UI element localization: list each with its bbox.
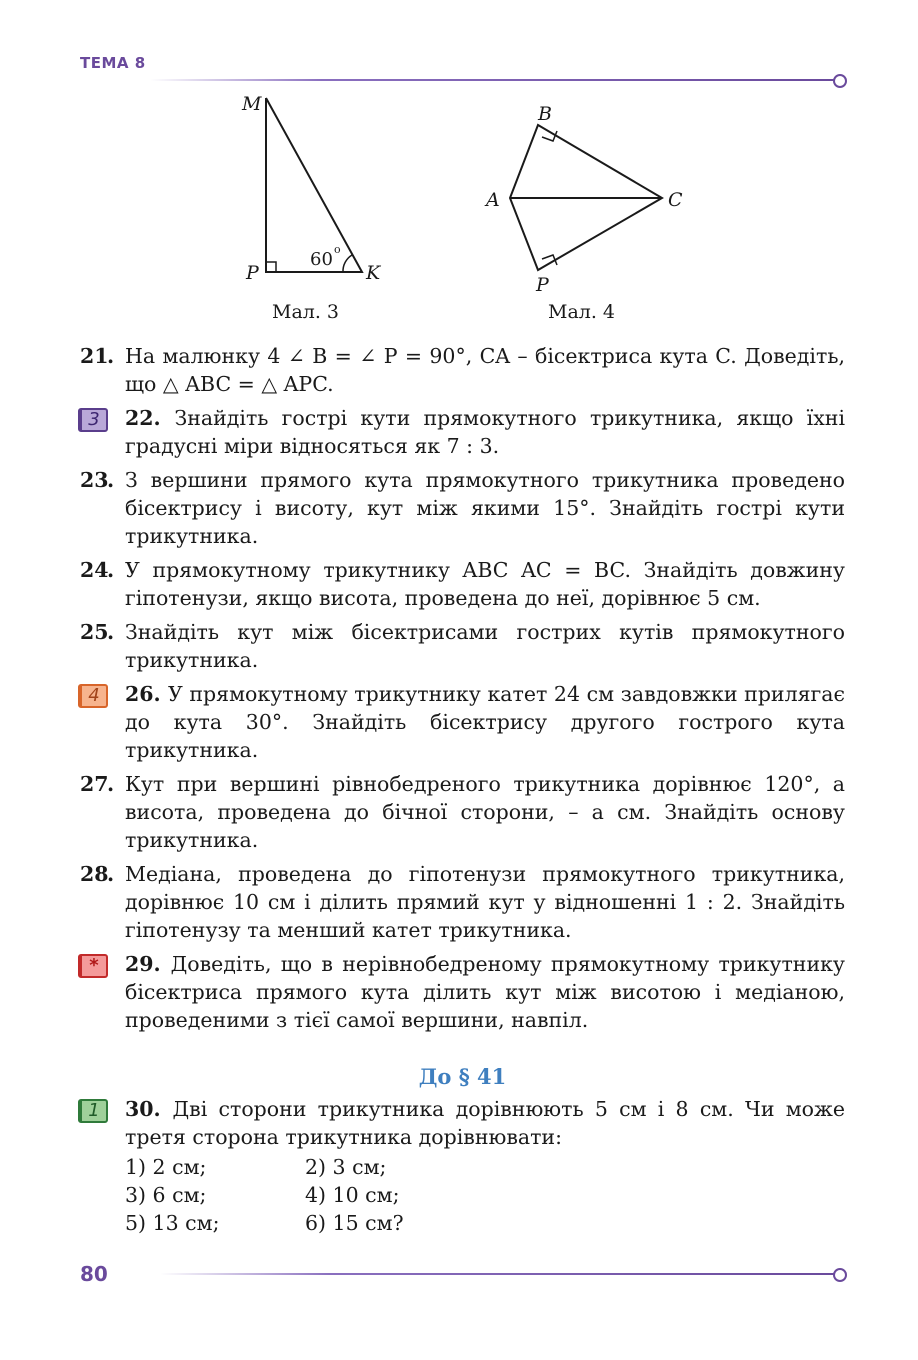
answer-options bbox=[125, 1153, 845, 1237]
option-1: 1) 2 см; bbox=[125, 1155, 207, 1179]
triangle-mpk bbox=[266, 98, 362, 272]
problem-number: 29 bbox=[125, 952, 154, 976]
vertex-k-label: K bbox=[366, 262, 381, 284]
option-6: 6) 15 см? bbox=[305, 1211, 404, 1235]
difficulty-level-1-badge: 1 bbox=[78, 1099, 108, 1123]
angle-60-label: 60 bbox=[310, 249, 333, 270]
problem-text: З вершини прямого кута прямокутного трикутника проведено бісектрису і висоту, кут між якими 15°. Знайдіть гострі кути трикутника. bbox=[125, 468, 845, 548]
footer-rule-end-dot bbox=[833, 1268, 847, 1282]
problem-text: Дві сторони трикутника дорівнюють 5 см і 8 см. Чи може третя сторона трикутника дорівнювати: bbox=[125, 1097, 845, 1149]
figure-4 bbox=[484, 103, 683, 323]
options-row bbox=[125, 1153, 845, 1181]
problem-number: 24 bbox=[80, 558, 109, 582]
section-heading: До § 41 bbox=[418, 1064, 507, 1089]
problem-text: Знайдіть гострі кути прямокутного трикутника, якщо їхні градусні міри відносяться як 7 : 3. bbox=[125, 406, 845, 458]
problem-text: На малюнку 4 ∠ B = ∠ P = 90°, CA – бісектриса кута C. Доведіть, що △ ABC = △ APC. bbox=[125, 344, 845, 396]
problem-29: * 29. Доведіть, що в нерівнобедреному прямокутному трикутнику бісектриса прямого кута ділить кут між висотою і медіаною, проведеними з тієї самої вершини, навпіл. bbox=[80, 950, 845, 1034]
problems-list bbox=[80, 342, 845, 1243]
problem-text: У прямокутному трикутнику катет 24 см завдовжки прилягає до кута 30°. Знайдіть бісектрису другого гострого кута трикутника. bbox=[125, 682, 845, 762]
problem-text: Медіана, проведена до гіпотенузи прямокутного трикутника, дорівнює 10 см і ділить прямий кут у відношенні 1 : 2. Знайдіть гіпотенузу та менший катет трикутника. bbox=[125, 862, 845, 942]
problem-27: 27 . Кут при вершині рівнобедреного трикутника дорівнює 120°, а висота, проведена до бічної сторони, – a см. Знайдіть основу трикутника. bbox=[80, 772, 845, 852]
figure-4-caption: Мал. 4 bbox=[548, 301, 616, 323]
angle-arc-k bbox=[343, 255, 352, 272]
problem-number: 26 bbox=[125, 682, 154, 706]
option-3: 3) 6 см; bbox=[125, 1183, 207, 1207]
problem-text: Доведіть, що в нерівнобедреному прямокутному трикутнику бісектриса прямого кута ділить кут між висотою і медіаною, проведеними з тієї самої вершини, навпіл. bbox=[125, 952, 845, 1032]
degree-symbol: o bbox=[334, 243, 341, 256]
difficulty-level-4-badge: 4 bbox=[78, 684, 108, 708]
vertex-m-label: M bbox=[242, 93, 262, 115]
problem-26: 4 26. У прямокутному трикутнику катет 24 см завдовжки прилягає до кута 30°. Знайдіть бісектрису другого гострого кута трикутника. bbox=[80, 680, 845, 764]
problem-21 bbox=[80, 342, 845, 398]
problem-number: 23 bbox=[80, 468, 109, 492]
options-row bbox=[125, 1209, 845, 1237]
problem-number-dot: . bbox=[107, 344, 115, 368]
footer-rule bbox=[160, 1273, 836, 1275]
option-4: 4) 10 см; bbox=[305, 1183, 400, 1207]
figure-3 bbox=[241, 93, 382, 323]
problem-text: Кут при вершині рівнобедреного трикутника дорівнює 120°, а висота, проведена до бічної сторони, – a см. Знайдіть основу трикутника. bbox=[125, 772, 845, 852]
problem-22: 3 22. Знайдіть гострі кути прямокутного трикутника, якщо їхні градусні міри відносяться як 7 : 3. bbox=[80, 404, 845, 460]
vertex-c-label: C bbox=[668, 189, 683, 211]
page-number: 80 bbox=[80, 1262, 108, 1286]
option-5: 5) 13 см; bbox=[125, 1211, 220, 1235]
problem-28: 28 . Медіана, проведена до гіпотенузи прямокутного трикутника, дорівнює 10 см і ділить прямий кут у відношенні 1 : 2. Знайдіть гіпотенузу та менший катет трикутника. bbox=[80, 862, 845, 942]
problem-number: 30 bbox=[125, 1097, 154, 1121]
difficulty-level-3-badge: 3 bbox=[78, 408, 108, 432]
option-2: 2) 3 см; bbox=[305, 1155, 387, 1179]
difficulty-star-badge: * bbox=[78, 954, 108, 978]
topic-label: ТЕМА 8 bbox=[80, 54, 146, 72]
problem-24: 24 . У прямокутному трикутнику ABC AC = BC. Знайдіть довжину гіпотенузи, якщо висота, проведена до неї, дорівнює 5 см. bbox=[80, 558, 845, 610]
problem-23: 23 . З вершини прямого кута прямокутного трикутника проведено бісектрису і висоту, кут між якими 15°. Знайдіть гострі кути трикутника. bbox=[80, 468, 845, 548]
problem-text: У прямокутному трикутнику ABC AC = BC. Знайдіть довжину гіпотенузи, якщо висота, проведена до неї, дорівнює 5 см. bbox=[125, 558, 845, 610]
figure-3-caption: Мал. 3 bbox=[272, 301, 340, 323]
right-angle-mark-p bbox=[266, 262, 276, 272]
problem-30: 1 30. Дві сторони трикутника дорівнюють 5 см і 8 см. Чи може третя сторона трикутника дорівнювати: 1) 2 см; 2) 3 см; 3) 6 см; 4) 10 см; 5) 13 см; 6) 15 см? bbox=[80, 1095, 845, 1237]
vertex-b-label: B bbox=[538, 103, 552, 125]
figures-area bbox=[0, 0, 918, 330]
problem-number: 21 bbox=[80, 344, 109, 368]
problem-number: 22 bbox=[125, 406, 154, 430]
problem-number: 28 bbox=[80, 862, 109, 886]
vertex-p-label: P bbox=[536, 274, 549, 296]
problem-number: 27 bbox=[80, 772, 109, 796]
options-row bbox=[125, 1181, 845, 1209]
problem-text: Знайдіть кут між бісектрисами гострих кутів прямокутного трикутника. bbox=[125, 620, 845, 672]
problem-25: 25 . Знайдіть кут між бісектрисами гострих кутів прямокутного трикутника. bbox=[80, 620, 845, 672]
vertex-a-label: A bbox=[486, 189, 500, 211]
problem-number: 25 bbox=[80, 620, 109, 644]
vertex-p-label: P bbox=[246, 262, 259, 284]
